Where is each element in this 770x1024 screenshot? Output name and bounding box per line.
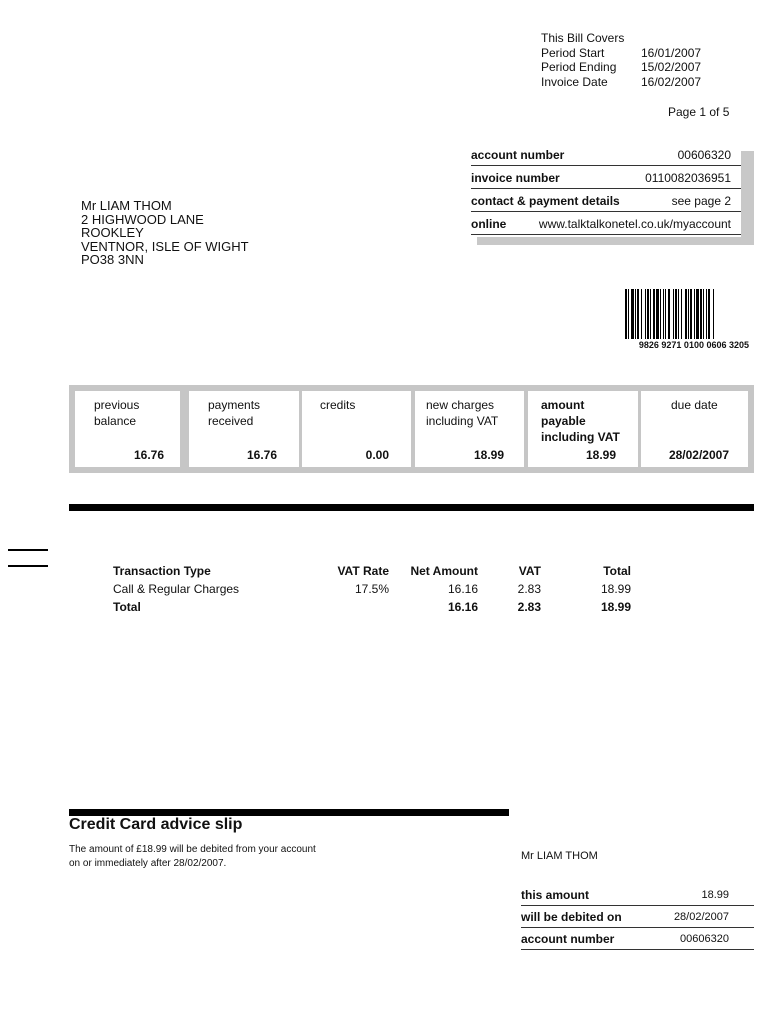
- amount-payable-cell: [528, 391, 638, 467]
- payments-received-cell: [189, 391, 299, 467]
- cell-total: 18.99: [600, 582, 631, 596]
- invoice-number-row: [471, 168, 741, 189]
- cell-vat-rate: 17.5%: [354, 582, 389, 596]
- address-line: PO38 3NN: [81, 252, 144, 267]
- online-link[interactable]: www.talktalkonetel.co.uk/myaccount: [538, 217, 731, 231]
- credits-cell: [302, 391, 411, 467]
- period-heading: This Bill Covers: [541, 31, 625, 45]
- header-net-amount: Net Amount: [410, 564, 478, 578]
- address-line: VENTNOR, ISLE OF WIGHT: [81, 238, 249, 254]
- amount-payable-label: amount payable including VAT: [541, 398, 620, 444]
- slip-amount-row: [521, 884, 754, 906]
- fold-mark: [8, 549, 48, 551]
- slip-amount-value: 18.99: [701, 888, 729, 901]
- due-date-label: due date: [671, 398, 718, 412]
- slip-divider: [69, 809, 509, 816]
- invoice-date-row: [541, 75, 701, 90]
- previous-balance-value: 16.76: [133, 448, 164, 462]
- slip-account-label: account number: [521, 931, 615, 946]
- section-divider: [69, 504, 754, 511]
- header-vat-rate: VAT Rate: [337, 564, 389, 578]
- customer-address: [81, 199, 249, 267]
- cell-vat: 2.83: [517, 582, 541, 596]
- payments-received-label: payments received: [208, 398, 261, 428]
- cell-net-amount: 16.16: [447, 582, 478, 596]
- invoice-number-value: 0110082036951: [645, 171, 731, 185]
- new-charges-label: new charges including VAT: [426, 398, 499, 428]
- transactions-table: [113, 562, 631, 616]
- total-label: Total: [113, 600, 141, 614]
- slip-debit-label: will be debited on: [521, 909, 622, 924]
- online-row: [471, 214, 741, 235]
- account-number-label: account number: [471, 148, 565, 162]
- period-start-row: [541, 46, 701, 61]
- new-charges-value: 18.99: [473, 448, 504, 462]
- slip-account-row: [521, 928, 754, 950]
- period-start-value: 16/01/2007: [641, 45, 702, 60]
- slip-customer-name: Mr LIAM THOM: [521, 850, 598, 862]
- period-start-label: Period Start: [541, 45, 605, 60]
- payments-received-value: 16.76: [246, 448, 277, 462]
- period-end-value: 15/02/2007: [641, 60, 702, 74]
- period-end-row: [541, 60, 701, 75]
- billing-period: [541, 31, 701, 89]
- slip-account-value: 00606320: [680, 932, 729, 945]
- slip-debit-row: [521, 906, 754, 928]
- due-date-value: 28/02/2007: [668, 448, 729, 462]
- address-line: ROOKLEY: [81, 225, 144, 240]
- slip-title: Credit Card advice slip: [69, 816, 243, 833]
- slip-amount-label: this amount: [521, 887, 589, 902]
- period-end-label: Period Ending: [541, 60, 617, 74]
- table-header-row: [113, 562, 631, 580]
- fold-mark: [8, 565, 48, 567]
- cell-transaction-type: Call & Regular Charges: [113, 582, 240, 596]
- header-vat: VAT: [518, 564, 541, 578]
- credits-value: 0.00: [365, 448, 389, 462]
- slip-debit-value: 28/02/2007: [673, 910, 729, 923]
- address-line: 2 HIGHWOOD LANE: [81, 211, 204, 227]
- barcode-number: 9826 9271 0100 0606 3205: [638, 340, 749, 350]
- account-number-value: 00606320: [677, 148, 731, 162]
- barcode: [625, 289, 747, 339]
- page-number: Page 1 of 5: [668, 105, 730, 119]
- address-line: Mr LIAM THOM: [81, 198, 172, 213]
- account-number-row: [471, 145, 741, 166]
- previous-balance-label: previous balance: [94, 398, 140, 428]
- total-vat: 2.83: [517, 600, 541, 614]
- contact-value: see page 2: [671, 194, 731, 208]
- slip-text: The amount of £18.99 will be debited from your account on or immediately after 28/02/2007.: [69, 844, 316, 869]
- total-total: 18.99: [600, 600, 631, 614]
- online-label: online: [471, 217, 507, 231]
- account-box: [471, 145, 741, 237]
- invoice-date-value: 16/02/2007: [641, 74, 702, 89]
- table-row: [113, 580, 631, 598]
- total-net-amount: 16.16: [447, 600, 478, 614]
- amount-payable-value: 18.99: [585, 448, 616, 462]
- new-charges-cell: [415, 391, 524, 467]
- header-transaction-type: Transaction Type: [113, 564, 211, 578]
- table-total-row: [113, 598, 631, 616]
- contact-label: contact & payment details: [471, 194, 620, 208]
- invoice-number-label: invoice number: [471, 171, 560, 185]
- slip-details: [521, 884, 754, 950]
- contact-row: [471, 191, 741, 212]
- due-date-cell: [641, 391, 748, 467]
- previous-balance-cell: [75, 391, 180, 467]
- credits-label: credits: [320, 398, 356, 412]
- invoice-date-label: Invoice Date: [541, 74, 608, 89]
- header-total: Total: [603, 564, 631, 578]
